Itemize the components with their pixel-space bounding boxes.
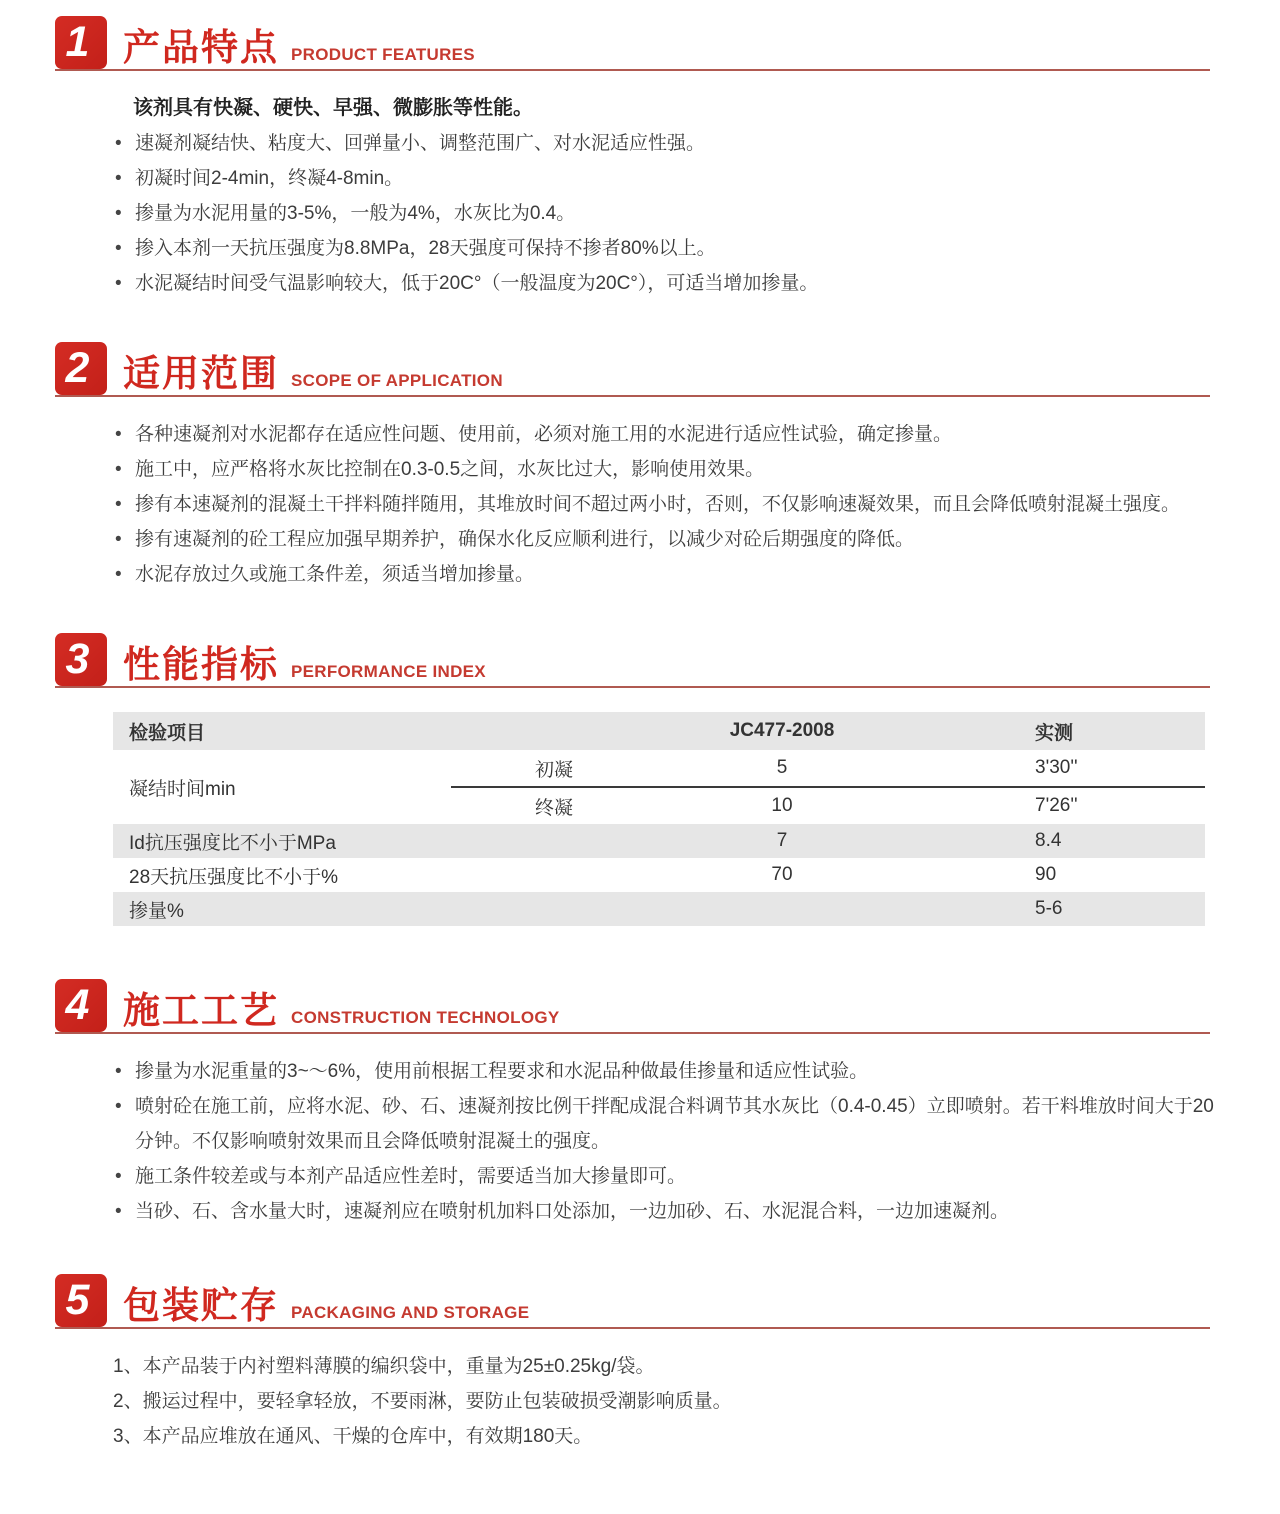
section-rule	[55, 1327, 1210, 1329]
section-content	[113, 1349, 1222, 1454]
bullet-item: • 掺量为水泥用量的3-5%，一般为4%，水灰比为0.4。	[113, 196, 1222, 231]
section-number-badge: 1	[55, 16, 107, 69]
performance-table	[113, 712, 1205, 926]
section-content	[113, 1054, 1222, 1229]
section-header	[55, 1273, 1240, 1327]
col-header-item: 检验项目	[129, 722, 206, 744]
bullet-list	[113, 1054, 1222, 1229]
cell-measured: 5-6	[1035, 898, 1063, 919]
section-rule	[55, 686, 1210, 688]
table-row-28d-strength	[113, 858, 1205, 892]
col-header-measured: 实测	[1035, 722, 1074, 744]
section-number-badge: 4	[55, 979, 107, 1032]
section-packaging-and-storage	[55, 1273, 1240, 1454]
section-construction-technology	[55, 978, 1240, 1229]
numbered-item: 3、本产品应堆放在通风、干燥的仓库中，有效期180天。	[113, 1426, 593, 1447]
cell-sub-label: 终凝	[534, 797, 573, 819]
section-title-zh: 适用范围	[123, 353, 279, 394]
section-product-features	[55, 15, 1240, 301]
table-row-initial-set	[451, 750, 1205, 786]
table-row-1d-strength	[113, 824, 1205, 858]
bullet-item: • 施工条件较差或与本剂产品适应性差时，需要适当加大掺量即可。	[113, 1159, 1222, 1194]
numbered-list	[113, 1349, 1222, 1454]
section-header	[55, 632, 1240, 686]
section-title-en: PRODUCT FEATURES	[291, 45, 475, 64]
section-header	[55, 15, 1240, 69]
section-header	[55, 978, 1240, 1032]
section-title-zh: 性能指标	[123, 644, 279, 685]
cell-label: 28天抗压强度比不小于%	[129, 866, 339, 888]
cell-standard: 7	[776, 830, 788, 851]
section-title-en: SCOPE OF APPLICATION	[291, 371, 503, 390]
table-header-row	[113, 712, 1205, 750]
section-scope-of-application	[55, 341, 1240, 592]
cell-label: Id抗压强度比不小于MPa	[129, 832, 336, 854]
bullet-item: • 水泥存放过久或施工条件差，须适当增加掺量。	[113, 557, 1222, 592]
section-title-en: PERFORMANCE INDEX	[291, 662, 486, 681]
bullet-item: • 掺入本剂一天抗压强度为8.8MPa，28天强度可保持不掺者80%以上。	[113, 231, 1222, 266]
numbered-item: 2、搬运过程中，要轻拿轻放，不要雨淋，要防止包装破损受潮影响质量。	[113, 1391, 732, 1412]
bullet-item: • 施工中，应严格将水灰比控制在0.3-0.5之间，水灰比过大，影响使用效果。	[113, 452, 1222, 487]
section-title-en: CONSTRUCTION TECHNOLOGY	[291, 1008, 560, 1027]
bullet-item: • 喷射砼在施工前，应将水泥、砂、石、速凝剂按比例干拌配成混合料调节其水灰比（0.4-0.45）立即喷射。若干料堆放时间大于20分钟。不仅影响喷射效果而且会降低喷射混凝土的强度。	[113, 1089, 1222, 1159]
bullet-item: • 掺有本速凝剂的混凝土干拌料随拌随用，其堆放时间不超过两小时，否则，不仅影响速凝效果，而且会降低喷射混凝土强度。	[113, 487, 1222, 522]
bullet-item: • 水泥凝结时间受气温影响较大，低于20C°（一般温度为20C°），可适当增加掺量。	[113, 266, 1222, 301]
section-header	[55, 341, 1240, 395]
cell-standard: 70	[771, 864, 793, 885]
section-number-badge: 3	[55, 633, 107, 686]
cell-measured: 3'30''	[1035, 757, 1078, 778]
section-content	[113, 417, 1222, 592]
setting-time-subtable	[451, 750, 1205, 824]
numbered-item: 1、本产品装于内衬塑料薄膜的编织袋中，重量为25±0.25kg/袋。	[113, 1356, 655, 1377]
cell-measured: 7'26''	[1035, 795, 1078, 816]
section-title-zh: 产品特点	[123, 27, 279, 68]
section-performance-index	[55, 632, 1240, 926]
section-number-badge: 5	[55, 1274, 107, 1327]
bullet-item: • 掺有速凝剂的砼工程应加强早期养护，确保水化反应顺利进行，以减少对砼后期强度的降低。	[113, 522, 1222, 557]
section-title-zh: 施工工艺	[123, 990, 279, 1031]
bullet-list	[113, 417, 1222, 592]
section-number-badge: 2	[55, 342, 107, 395]
col-header-standard: JC477-2008	[729, 720, 835, 741]
bullet-item: • 掺量为水泥重量的3~～6%，使用前根据工程要求和水泥品种做最佳掺量和适应性试验。	[113, 1054, 1222, 1089]
cell-sub-label: 初凝	[534, 759, 573, 781]
intro-line: 该剂具有快凝、硬快、早强、微膨胀等性能。	[133, 97, 533, 119]
section-content	[113, 91, 1222, 301]
bullet-item: • 速凝剂凝结快、粘度大、回弹量小、调整范围广、对水泥适应性强。	[113, 126, 1222, 161]
bullet-list	[113, 126, 1222, 301]
setting-time-label: 凝结时间min	[129, 778, 236, 800]
section-title-en: PACKAGING AND STORAGE	[291, 1303, 530, 1322]
cell-measured: 8.4	[1035, 830, 1062, 851]
section-title-zh: 包装贮存	[123, 1285, 279, 1326]
bullet-item: • 初凝时间2-4min，终凝4-8min。	[113, 161, 1222, 196]
cell-measured: 90	[1035, 864, 1057, 885]
section-rule	[55, 395, 1210, 397]
cell-label: 掺量%	[129, 900, 184, 922]
section-rule	[55, 1032, 1210, 1034]
table-row-final-set	[451, 788, 1205, 824]
cell-standard: 10	[771, 795, 793, 816]
table-row-setting-time	[113, 750, 1205, 824]
bullet-item: • 各种速凝剂对水泥都存在适应性问题、使用前，必须对施工用的水泥进行适应性试验，确定掺量。	[113, 417, 1222, 452]
bullet-item: • 当砂、石、含水量大时，速凝剂应在喷射机加料口处添加，一边加砂、石、水泥混合料，一边加速凝剂。	[113, 1194, 1222, 1229]
cell-standard: 5	[776, 757, 788, 778]
section-rule	[55, 69, 1210, 71]
table-row-dosage	[113, 892, 1205, 926]
